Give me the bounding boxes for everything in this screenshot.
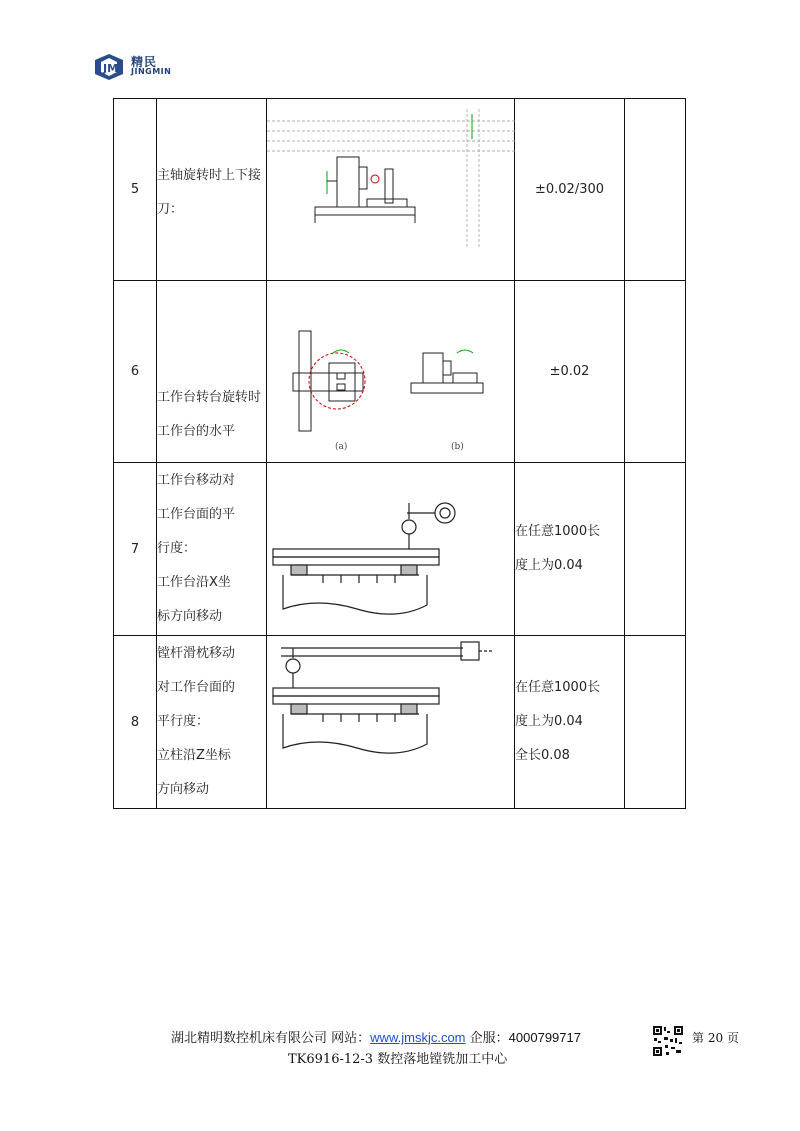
diagram-spindle-rotation [267,99,515,281]
tolerance-value: ±0.02/300 [515,99,625,281]
qr-code-icon [652,1025,684,1057]
service-label: 企服： [469,1031,509,1046]
logo-english-text: JINGMIN [131,67,172,76]
row-number: 5 [114,99,157,281]
page-number: 第 20 页 [692,1031,739,1045]
diagram-x-axis-parallelism [267,463,515,636]
table-row [114,281,686,463]
footer-product-line: TK6916-12-3 数控落地镗铣加工中心 [288,1052,508,1067]
website-label: 网站： [331,1031,371,1046]
inspection-item: 工作台转台旋转时工作台的水平 [157,281,267,463]
company-name: 湖北精明数控机床有限公司 [171,1031,328,1046]
table-row [114,636,686,809]
tolerance-value: 在任意1000长 度上为0.04 全长0.08 [515,636,625,809]
logo-chinese-text: 精民 [131,55,158,69]
tolerance-value: ±0.02 [515,281,625,463]
remarks-cell [625,281,686,463]
inspection-item: 镗杆滑枕移动 对工作台面的 平行度： 立柱沿Z坐标 方向移动 [157,636,267,809]
inspection-item: 主轴旋转时上下接刀： [157,99,267,281]
row-number: 7 [114,463,157,636]
diagram-z-axis-parallelism [267,636,515,809]
footer-company-line [171,1027,581,1046]
inspection-table [113,98,686,809]
tolerance-value: 在任意1000长 度上为0.04 [515,463,625,636]
website-link[interactable]: www.jmskjc.com [370,1030,466,1045]
remarks-cell [625,636,686,809]
row-number: 8 [114,636,157,809]
table-row [114,463,686,636]
service-phone: 4000799717 [508,1030,581,1045]
inspection-item: 工作台移动对 工作台面的平 行度： 工作台沿X坐 标方向移动 [157,463,267,636]
figure-label-b: (b) [451,442,464,452]
row-number: 6 [114,281,157,463]
remarks-cell [625,463,686,636]
svg-text:JM: JM [103,62,119,75]
remarks-cell [625,99,686,281]
diagram-table-rotation [267,281,515,463]
figure-label-a: (a) [335,442,348,452]
table-row [114,99,686,281]
